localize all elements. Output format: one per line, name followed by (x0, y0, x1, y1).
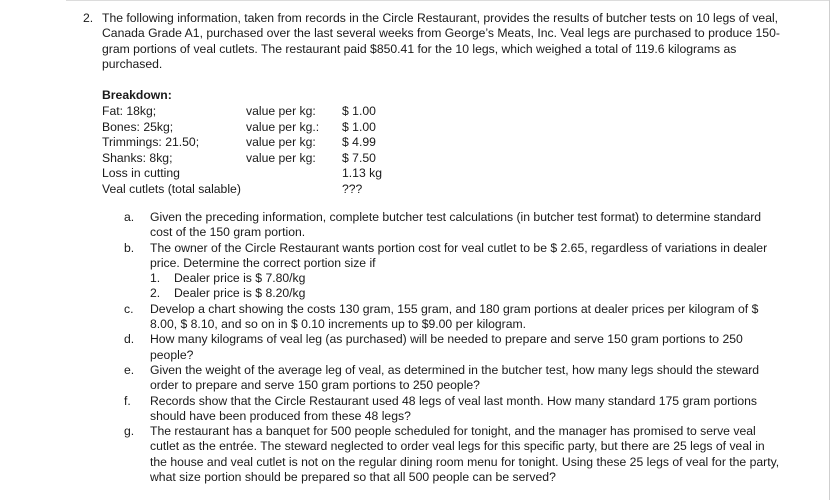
sub-item-1 (102, 271, 782, 286)
item-letter: f. (124, 393, 131, 408)
sub-item-text: Dealer price is $ 7.80/kg (174, 271, 306, 286)
breakdown-label: Trimmings: 21.50; (102, 135, 200, 149)
breakdown-value: 1.13 kg (342, 166, 382, 180)
item-letter: c. (124, 301, 134, 316)
item-text: The owner of the Circle Restaurant wants portion cost for veal cutlet to be $ 2.65, regardless of variations in dealer price. Determine the correct portion size if (150, 240, 768, 270)
breakdown-title: Breakdown: (102, 88, 172, 102)
sub-item-number: 1. (150, 271, 161, 286)
item-text: How many kilograms of veal leg (as purchased) will be needed to prepare and serve 150 gram portions to 250 people? (150, 332, 743, 362)
breakdown-unit: value per kg.: (246, 119, 320, 134)
breakdown-label: Bones: 25kg; (102, 119, 174, 134)
question-number: 2. (83, 11, 94, 25)
sub-question-c (102, 302, 782, 333)
breakdown-value: ??? (342, 181, 363, 196)
breakdown-unit: value per kg: (246, 104, 316, 118)
breakdown-unit: value per kg: (246, 135, 316, 149)
breakdown-row-bones (102, 119, 376, 136)
breakdown-label: Veal cutlets (total salable) (102, 181, 241, 196)
breakdown-row-fat (102, 104, 376, 120)
breakdown-value: $ 1.00 (342, 104, 376, 118)
item-letter: g. (124, 424, 135, 439)
breakdown-row-trimmings (102, 135, 376, 151)
item-text: Given the preceding information, complete butcher test calculations (in butcher test format) to determine standard cost of the 150 gram portion. (150, 210, 762, 240)
sub-item-number: 2. (150, 286, 161, 301)
item-text: Records show that the Circle Restaurant used 48 legs of veal last month. How many standard 175 gram portions should have been produced from these 48 legs? (150, 393, 757, 423)
item-letter: b. (124, 240, 135, 255)
breakdown-label: Shanks: 8kg; (102, 150, 173, 165)
sub-question-d (102, 332, 782, 363)
breakdown-unit: value per kg: (246, 150, 316, 165)
breakdown-value: $ 7.50 (342, 150, 376, 165)
item-letter: e. (124, 362, 135, 377)
breakdown-section (102, 88, 382, 197)
breakdown-row-loss (102, 166, 382, 182)
top-border (66, 0, 830, 1)
breakdown-label: Fat: 18kg; (102, 104, 157, 118)
breakdown-value: $ 4.99 (342, 135, 376, 149)
sub-item-2 (102, 286, 782, 301)
item-letter: a. (124, 210, 135, 224)
breakdown-label: Loss in cutting (102, 166, 180, 180)
sub-question-e (102, 363, 782, 394)
breakdown-value: $ 1.00 (342, 119, 376, 134)
breakdown-row-cutlets (102, 181, 363, 198)
item-text: Given the weight of the average leg of veal, as determined in the butcher test, how many legs should the steward order to prepare and serve 150 gram portions to 250 people? (150, 362, 760, 393)
sub-question-b (102, 241, 782, 272)
item-text: Develop a chart showing the costs 130 gram, 155 gram, and 180 gram portions at dealer prices per kilogram of $ 8.00, $ 8.10, and so on in $ 0.10 increments up to $9.00 per kilogram. (150, 301, 759, 332)
breakdown-row-shanks (102, 150, 376, 167)
item-letter: d. (124, 332, 135, 347)
sub-question-a (102, 210, 782, 241)
sub-question-list (102, 210, 782, 485)
sub-question-f (102, 394, 782, 425)
sub-question-g (102, 424, 782, 485)
question-intro: The following information, taken from records in the Circle Restaurant, provides the results of butcher tests on 10 legs of veal, Canada Grade A1, purchased over the last several weeks from George’s Meats, Inc. Veal legs are purchased to produce 150-gram portions of veal cutlets. The restaurant paid $850.41 for the 10 legs, which weighed a total of 119.6 kilograms as purchased. (102, 11, 780, 72)
item-text: The restaurant has a banquet for 500 people scheduled for tonight, and the manager has promised to serve veal cutlet as the entrée. The steward neglected to order veal legs for this specific party, but there are 25 legs of veal in the house and veal cutlet is not on the regular dining room menu for tonight. Using these 25 legs of veal for the party, what size portion should be prepared so that all 500 people can be served? (150, 424, 780, 485)
sub-item-text: Dealer price is $ 8.20/kg (174, 286, 306, 301)
